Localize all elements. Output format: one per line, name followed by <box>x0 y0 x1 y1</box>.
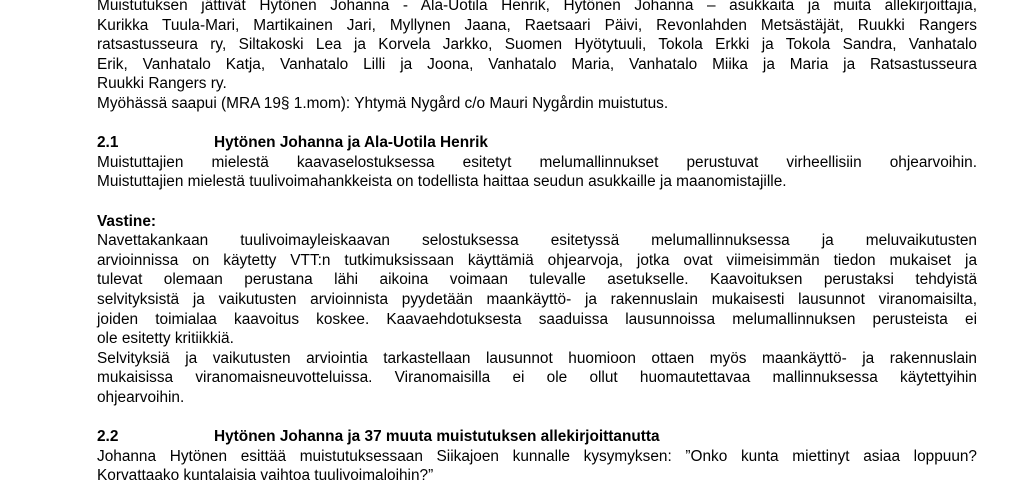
spacer <box>97 407 977 427</box>
intro-line: Kurikka Tuula-Mari, Martikainen Jari, Myllynen Jaana, Raetsaari Päivi, Revonlahden Metsästäjät, Ruukki Rangers <box>97 16 977 34</box>
response-line: ole esitetty kritiikkiä. <box>97 330 234 348</box>
body-line: Johanna Hytönen esittää muistutuksessaan Siikajoen kunnalle kysymyksen: ”Onko kunta miettinyt asiaa loppuun? <box>97 447 977 465</box>
response-line: arvioinnissa on käytetty VTT:n tutkimuksissaan käyttämiä ohjearvoja, jotka ovat viimeisimmän tiedon mukaiset ja <box>97 251 977 269</box>
late-submission-note: Myöhässä saapui (MRA 19§ 1.mom): Yhtymä Nygård c/o Mauri Nygårdin muistutus. <box>97 94 669 112</box>
section-heading <box>97 133 977 153</box>
response-line: mukaisissa viranomaisneuvotteluissa. Viranomaisilla ei ole ollut huomautettavaa mallinnuksessa käytettyihin <box>97 369 977 387</box>
response-line: Navettakankaan tuulivoimayleiskaavan selostuksessa esitetyssä melumallinnuksessa ja meluvaikutusten <box>97 232 977 250</box>
section-number: 2.1 <box>97 134 119 152</box>
section-heading <box>97 427 977 447</box>
body-line: Muistuttajien mielestä kaavaselostuksessa esitetyt melumallinnukset perustuvat virheellisiin ohjearvoihin. <box>97 153 977 171</box>
response-line: selvityksistä ja vaikutusten arvioinnista pyydetään maankäyttö- ja rakennuslain mukaisesti lausunnot viranomaisilta, <box>97 290 977 308</box>
response-line: tulevat olemaan perustana lähi aikoina voimaan tulevalle asetukselle. Kaavoituksen perustaksi tehdyistä <box>97 271 977 289</box>
spacer <box>97 114 977 134</box>
document-page <box>97 0 977 486</box>
section-title: Hytönen Johanna ja Ala-Uotila Henrik <box>214 134 488 152</box>
response-label: Vastine: <box>97 212 157 230</box>
response-line: joiden toimialaa kaavoitus koskee. Kaavaehdotuksesta saaduissa lausunnoissa melumallinnuksen perusteista ei <box>97 310 977 328</box>
intro-line: ratsastusseura ry, Siltakoski Lea ja Korvela Jarkko, Suomen Hyötytuuli, Tokola Erkki ja Tokola Sandra, Vanhatalo <box>97 36 977 54</box>
body-line: Korvattaako kuntalaisia vaihtoa tuulivoimaloihin?” <box>97 467 434 485</box>
intro-line: Muistutuksen jättivät Hytönen Johanna - Ala-Uotila Henrik, Hytönen Johanna – asukkaita ja muita allekirjoittajia, <box>97 0 977 14</box>
section-number: 2.2 <box>97 428 119 446</box>
spacer <box>97 192 977 212</box>
body-line: Muistuttajien mielestä tuulivoimahankkeista on todellista haittaa seudun asukkaille ja maanomistajille. <box>97 173 787 191</box>
response-line: ohjearvoihin. <box>97 388 185 406</box>
intro-line: Ruukki Rangers ry. <box>97 75 227 93</box>
section-title: Hytönen Johanna ja 37 muuta muistutuksen allekirjoittanutta <box>214 428 660 446</box>
response-line: Selvityksiä ja vaikutusten arviointia tarkastellaan lausunnot huomioon ottaen myös maankäyttö- ja rakennuslain <box>97 349 977 367</box>
intro-line: Erik, Vanhatalo Katja, Vanhatalo Lilli ja Joona, Vanhatalo Maria, Vanhatalo Miika ja Maria ja Ratsastusseura <box>97 55 977 73</box>
